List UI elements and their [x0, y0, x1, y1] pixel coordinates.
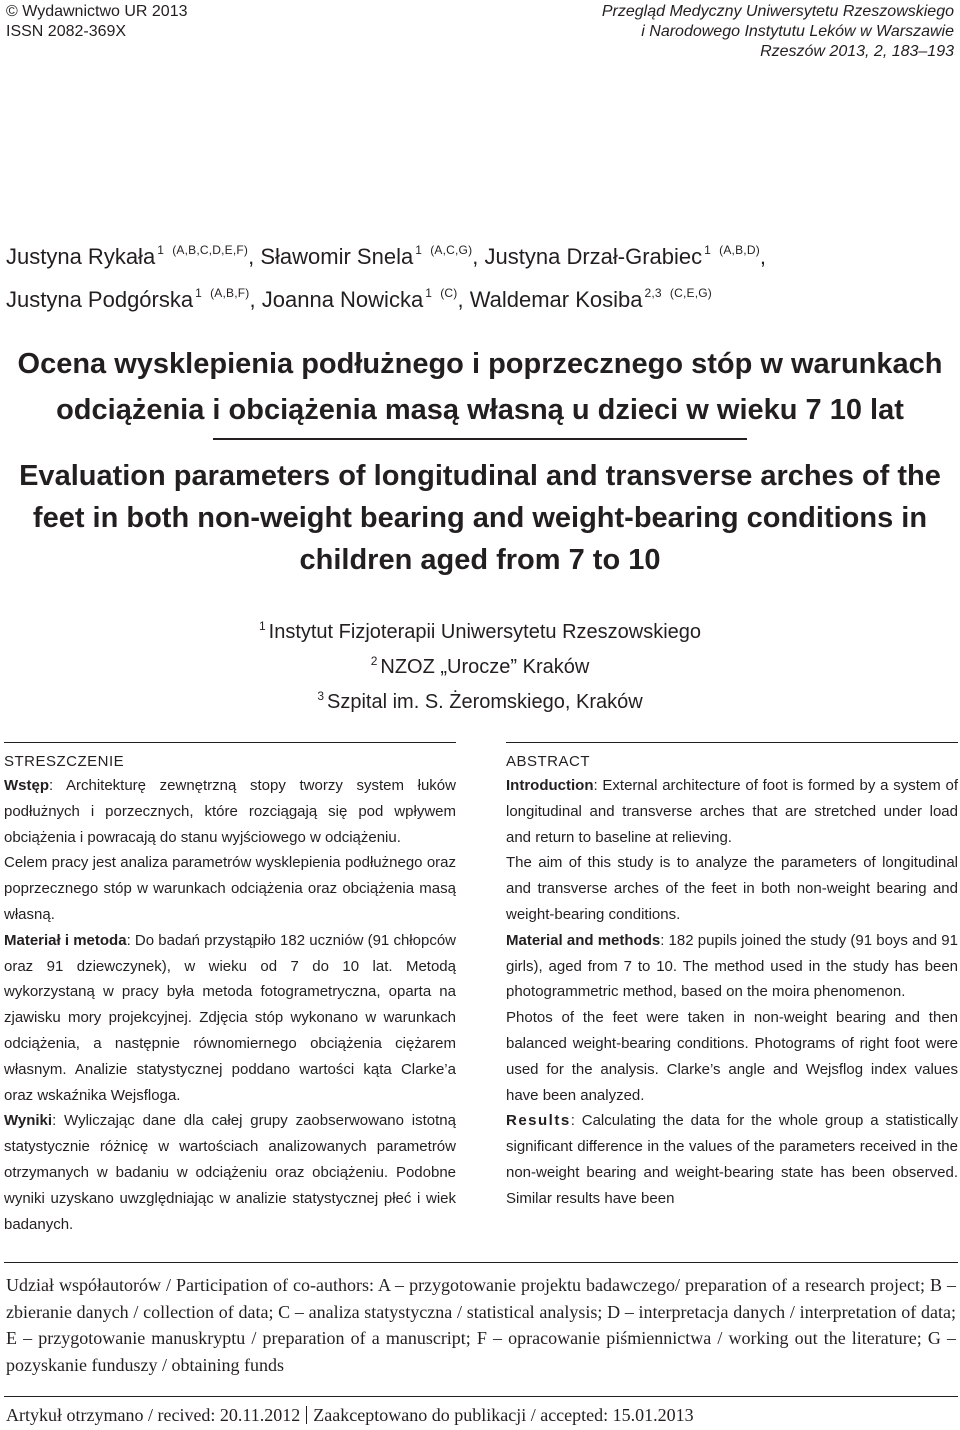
author-name: Sławomir Snela: [260, 244, 414, 269]
abstract-en-methods: [506, 928, 958, 1005]
abstract-en-results: [506, 1108, 958, 1211]
journal-volume-line: Rzeszów 2013, 2, 183–193: [760, 43, 954, 60]
affiliation-number: 2: [370, 654, 378, 668]
accepted-date: Zaakceptowano do publikacji / accepted: 15.01.2013: [313, 1405, 694, 1425]
received-date: Artykuł otrzymano / recived: 20.11.2012: [6, 1405, 301, 1425]
section-text: : External architecture of foot is formed by a system of longitudinal and transverse arches that are stretched under load and return to baseline at relieving.: [506, 777, 958, 846]
affiliation-number: 1: [258, 619, 266, 633]
author-affiliation: 1: [195, 286, 202, 300]
author-separator: ,: [759, 244, 767, 269]
affiliation-item: [0, 682, 960, 717]
abstract-pl-intro: [4, 773, 456, 850]
author-affiliation: 1: [425, 286, 433, 300]
journal-publisher-info: [6, 2, 188, 42]
abstract-en-heading: ABSTRACT: [506, 753, 591, 770]
author-separator: ,: [248, 244, 261, 269]
abstract-en-aim: The aim of this study is to analyze the parameters of longitudinal and transverse arches of the feet in both non-weight bearing and weight-bearing conditions.: [506, 854, 958, 923]
section-label: Material and methods: [506, 931, 661, 949]
author-separator: ,: [249, 287, 262, 312]
section-text: : 182 pupils joined the study (91 boys and 91 girls), aged from 7 to 10. The method used in the study has been photogrammetric method, based on the moira phenomenon.: [506, 931, 958, 1001]
affiliation-number: 3: [317, 689, 325, 703]
author-separator: ,: [457, 287, 470, 312]
author-name: Justyna Podgórska: [6, 287, 194, 312]
section-label: Introduction: [506, 777, 594, 794]
abstract-en-intro: [506, 773, 958, 850]
section-label: Materiał i metoda: [4, 931, 127, 949]
journal-citation-info: [602, 2, 954, 62]
section-label: Wstęp: [4, 777, 49, 794]
author-name: Waldemar Kosiba: [469, 287, 643, 312]
journal-name-line1: Przegląd Medyczny Uniwersytetu Rzeszowskiego: [601, 3, 954, 20]
abstract-pl-heading: STRESZCZENIE: [4, 753, 125, 770]
abstract-pl-aim: Celem pracy jest analiza parametrów wysklepienia podłużnego oraz poprzecznego stóp w warunkach odciążenia oraz obciążenia masą własną.: [4, 854, 456, 923]
author-roles: (C): [440, 286, 458, 300]
section-text: : Wyliczając dane dla całej grupy zaobserwowano istotną statystycznie różnicę w wartościach analizowanych parametrów otrzymanych w badaniu w odciążeniu oraz obciążeniu. Podobne wyniki uzyskano uwzględniając w analizie statystycznej płeć i wiek badanych.: [4, 1112, 456, 1233]
affiliation-list: [0, 612, 960, 717]
section-label: Results: [506, 1112, 571, 1130]
affiliation-item: [0, 612, 960, 647]
article-dates: [6, 1404, 694, 1426]
journal-name-line2: i Narodowego Instytutu Leków w Warszawie: [641, 23, 954, 40]
affiliation-text: NZOZ „Urocze” Kraków: [380, 656, 590, 678]
author-name: Joanna Nowicka: [261, 287, 424, 312]
author-affiliation: 1: [157, 243, 165, 257]
issn-line: ISSN 2082-369X: [6, 23, 127, 40]
author-line-1: [6, 232, 766, 275]
author-list: [6, 232, 766, 318]
title-divider: [213, 438, 747, 440]
abstract-en-photos: Photos of the feet were taken in non-weight bearing and then balanced weight-bearing conditions. Photograms of right foot were used for the analysis. Clarke’s angle and Wejsflog index values have been analyzed.: [506, 1009, 958, 1104]
author-affiliation: 2,3: [644, 286, 662, 300]
abstract-pl-methods: [4, 928, 456, 1109]
author-roles: (C,E,G): [669, 286, 712, 300]
author-name: Justyna Drzał-Grabiec: [484, 244, 703, 269]
author-roles: (A,B,D): [719, 243, 760, 257]
title-en-line1: Evaluation parameters of longitudinal and transverse arches of the: [19, 460, 941, 492]
article-title-english: [0, 455, 960, 581]
author-roles: (A,B,C,D,E,F): [172, 243, 249, 257]
title-en-line3: children aged from 7 to 10: [299, 544, 661, 576]
title-pl-line2: odciążenia i obciążenia masą własną u dzieci w wieku 7 10 lat: [56, 394, 904, 426]
footer-top-rule: [4, 1262, 958, 1263]
author-line-2: [6, 275, 766, 318]
abstract-polish: [4, 751, 456, 1237]
author-affiliation: 1: [704, 243, 712, 257]
title-en-line2: feet in both non-weight bearing and weight-bearing conditions in: [32, 502, 928, 534]
abstract-pl-results: [4, 1108, 456, 1237]
section-text: : Do badań przystąpiło 182 uczniów (91 chłopców oraz 91 dziewczynek), w wieku od 7 do 10 lat. Metodą wykorzystaną w pracy była metoda fotogrametryczna, oparta na zjawisku mory projekcyjnej. Zdjęcia stóp wykonano w warunkach odciążenia, a następnie równomiernego obciążenia ciężarem własnym. Analizie statystycznej poddano wartości kąta Clarke’a oraz wskaźnika Wejsfloga.: [4, 931, 456, 1104]
author-roles: (A,C,G): [430, 243, 473, 257]
abstract-pl-top-rule: [4, 742, 456, 743]
section-text: : Architekturę zewnętrzną stopy tworzy system łuków podłużnych i porzecznych, które rozciągają się pod wpływem obciążenia i powracają do stanu wyjściowego w odciążeniu.: [4, 777, 456, 846]
affiliation-item: [0, 647, 960, 682]
author-separator: ,: [472, 244, 485, 269]
dates-separator: [306, 1406, 307, 1424]
affiliation-text: Szpital im. S. Żeromskiego, Kraków: [327, 691, 643, 713]
author-name: Justyna Rykała: [6, 244, 156, 269]
section-text: : Calculating the data for the whole group a statistically significant difference in the values of the parameters received in the non-weight bearing and weight-bearing state has been observed. Similar results have been: [506, 1112, 958, 1207]
coauthor-contributions: Udział współautorów / Participation of co-authors: A – przygotowanie projektu badawczego/ preparation of a research project; B – zbieranie danych / collection of data; C – analiza statystyczna / statistical analysis; D – interpretacja danych / interpretation of data; E – przygotowanie manuskryptu / preparation of a manuscript; F – opracowanie piśmiennictwa / working out the literature; G – pozyskanie funduszy / obtaining funds: [6, 1275, 956, 1375]
abstract-english: [506, 751, 958, 1212]
author-roles: (A,B,F): [210, 286, 250, 300]
affiliation-text: Instytut Fizjoterapii Uniwersytetu Rzeszowskiego: [268, 621, 702, 643]
section-label: Wyniki: [4, 1112, 53, 1130]
title-pl-line1: Ocena wysklepienia podłużnego i poprzecznego stóp w warunkach: [17, 348, 943, 380]
dates-top-rule: [4, 1396, 958, 1397]
abstract-en-top-rule: [506, 742, 958, 743]
author-affiliation: 1: [415, 243, 423, 257]
publisher-line: © Wydawnictwo UR 2013: [6, 3, 188, 20]
article-title-polish: [0, 341, 960, 433]
